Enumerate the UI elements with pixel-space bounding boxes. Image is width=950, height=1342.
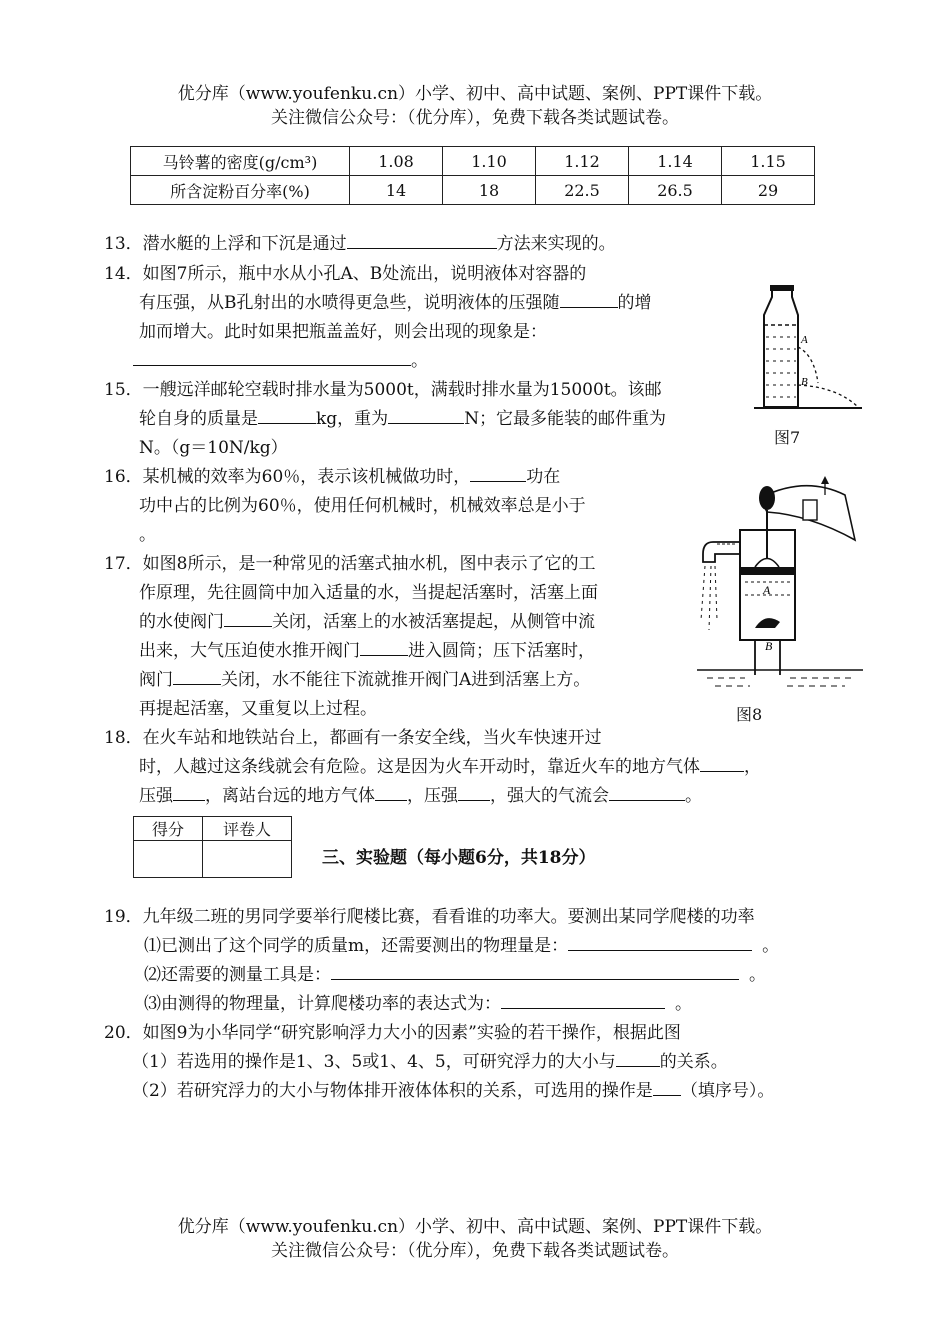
question-number: 16． (104, 467, 143, 487)
question-text: ⑶由测得的物理量，计算爬楼功率的表达式为： (144, 994, 501, 1014)
question-text: 有压强，从B孔射出的水喷得更急些，说明液体的压强随 (139, 293, 560, 313)
answer-blank[interactable] (173, 784, 205, 801)
figure-7-bottle (752, 285, 864, 415)
question-19-sub-3 (144, 989, 692, 1014)
question-text: ⑵还需要的测量工具是： (144, 965, 331, 985)
question-20-sub-2 (132, 1076, 774, 1101)
question-17-line-4 (139, 636, 595, 661)
question-text: ，强大的气流会 (490, 786, 609, 806)
question-number: 14． (104, 264, 143, 284)
question-text: ，压强 (407, 786, 458, 806)
answer-blank[interactable] (568, 934, 752, 951)
svg-text:A: A (801, 334, 808, 346)
valve-b-label: B (765, 639, 773, 653)
question-text: （1）若选用的操作是1、3、5或1、4、5，可研究浮力的大小与 (132, 1052, 616, 1072)
question-14-line-3: 加而增大。此时如果把瓶盖盖好，则会出现的现象是： (139, 322, 547, 342)
question-18-line-3 (139, 781, 702, 806)
question-text: 的水使阀门 (139, 612, 224, 632)
question-20-sub-1 (132, 1047, 728, 1072)
table-cell: 29 (722, 176, 815, 205)
question-text: 压强 (139, 786, 173, 806)
table-cell: 1.12 (536, 147, 629, 176)
question-text: 阀门 (139, 670, 173, 690)
question-17-line-3 (139, 607, 595, 632)
grader-header: 评卷人 (203, 817, 292, 841)
question-15-line-2 (139, 404, 666, 429)
question-number: 17． (104, 554, 143, 574)
question-text: 出来，大气压迫使水推开阀门 (139, 641, 360, 661)
question-15-line-3: N。（g＝10N/kg） (139, 438, 288, 458)
question-17 (104, 549, 595, 574)
question-text: 的关系。 (659, 1052, 728, 1072)
table-cell: 14 (350, 176, 443, 205)
answer-blank[interactable] (258, 407, 316, 424)
question-text: 时，人越过这条线就会有危险。这是因为火车开动时，靠近火车的地方气体 (139, 757, 700, 777)
question-text: 关闭，水不能往下流就推开阀门A进到活塞上方。 (221, 670, 591, 690)
question-18 (104, 723, 602, 748)
density-table (130, 146, 815, 205)
answer-blank[interactable] (133, 349, 411, 366)
table-row (131, 176, 815, 205)
answer-blank[interactable] (609, 784, 685, 801)
answer-blank[interactable] (653, 1079, 681, 1096)
question-17-line-6: 再提起活塞，又重复以上过程。 (139, 699, 377, 719)
question-text: 在火车站和地铁站台上，都画有一条安全线，当火车快速开过 (142, 728, 602, 748)
question-13 (104, 229, 616, 254)
question-text: 潜水艇的上浮和下沉是通过 (142, 234, 347, 254)
header-line-2: 关注微信公众号：（优分库），免费下载各类试题试卷。 (271, 108, 679, 128)
grader-cell[interactable] (203, 841, 292, 878)
answer-blank[interactable] (375, 784, 407, 801)
table-cell: 1.10 (443, 147, 536, 176)
question-text: 一艘远洋邮轮空载时排水量为5000t，满载时排水量为15000t。该邮 (142, 380, 662, 400)
question-14 (104, 259, 586, 284)
question-16 (104, 462, 560, 487)
score-header: 得分 (134, 817, 203, 841)
question-16-line-2: 功中占的比例为60％，使用任何机械时，机械效率总是小于 (139, 496, 586, 516)
question-number: 20． (104, 1023, 143, 1043)
table-cell: 所含淀粉百分率(%) (131, 176, 350, 205)
table-cell: 1.15 (722, 147, 815, 176)
table-cell: 26.5 (629, 176, 722, 205)
question-17-line-5 (139, 665, 590, 690)
footer-line-2: 关注微信公众号：（优分库），免费下载各类试题试卷。 (271, 1241, 679, 1261)
svg-text:B: B (801, 376, 808, 388)
page-header (0, 79, 950, 128)
question-text: 。 (762, 936, 780, 956)
question-text: 某机械的效率为60％，表示该机械做功时， (142, 467, 471, 487)
question-text: 。 (749, 965, 766, 985)
answer-blank[interactable] (360, 639, 408, 656)
table-cell: 18 (443, 176, 536, 205)
answer-blank[interactable] (224, 610, 272, 627)
question-text: 如图7所示，瓶中水从小孔A、B处流出，说明液体对容器的 (142, 264, 587, 284)
question-number: 15． (104, 380, 143, 400)
question-number: 19． (104, 907, 143, 927)
question-text: 如图9为小华同学“研究影响浮力大小的因素”实验的若干操作，根据此图 (142, 1023, 681, 1043)
question-text: 九年级二班的男同学要举行爬楼比赛，看看谁的功率大。要测出某同学爬楼的功率 (142, 907, 755, 927)
page-footer (0, 1212, 950, 1261)
answer-blank[interactable] (347, 232, 497, 249)
table-cell: 马铃薯的密度(g/cm³) (131, 147, 350, 176)
table-cell: 1.14 (629, 147, 722, 176)
question-text: kg，重为 (316, 409, 389, 429)
question-text: ， (744, 757, 761, 777)
section-3-title: 三、实验题（每小题6分，共18分） (322, 848, 596, 868)
figure-7-caption: 图7 (774, 428, 801, 447)
question-text: 轮自身的质量是 (139, 409, 258, 429)
score-box (133, 816, 292, 878)
question-text: （填序号）。 (680, 1081, 775, 1101)
answer-blank[interactable] (458, 784, 490, 801)
question-19 (104, 902, 755, 927)
answer-blank[interactable] (501, 992, 665, 1009)
question-text: 方法来实现的。 (496, 234, 616, 254)
answer-blank[interactable] (616, 1050, 660, 1067)
answer-blank[interactable] (331, 963, 739, 980)
question-20 (104, 1018, 681, 1043)
table-cell: 22.5 (536, 176, 629, 205)
question-text: 的增 (617, 293, 652, 313)
question-text: 进入圆筒；压下活塞时， (408, 641, 595, 661)
question-15 (104, 375, 662, 400)
question-text: 功在 (526, 467, 561, 487)
question-14-line-2 (139, 288, 652, 313)
question-text: 。 (675, 994, 692, 1014)
figure-8-pump (695, 470, 865, 695)
question-text: N；它最多能装的邮件重为 (464, 409, 667, 429)
question-19-sub-1 (144, 931, 779, 956)
question-text: ，离站台远的地方气体 (205, 786, 375, 806)
question-16-line-3: 。 (139, 525, 156, 545)
question-number: 18． (104, 728, 143, 748)
table-row (131, 147, 815, 176)
score-cell[interactable] (134, 841, 203, 878)
table-cell: 1.08 (350, 147, 443, 176)
question-14-line-4 (133, 346, 428, 371)
question-text: 如图8所示，是一种常见的活塞式抽水机，图中表示了它的工 (142, 554, 596, 574)
question-text: （2）若研究浮力的大小与物体排开液体体积的关系，可选用的操作是 (132, 1081, 653, 1101)
question-text: 。 (411, 351, 428, 371)
question-text: ⑴已测出了这个同学的质量m，还需要测出的物理量是： (144, 936, 569, 956)
answer-blank[interactable] (700, 755, 744, 772)
footer-line-1: 优分库（www.youfenku.cn）小学、初中、高中试题、案例、PPT课件下载。 (177, 1217, 773, 1237)
question-18-line-2 (139, 752, 761, 777)
answer-blank[interactable] (388, 407, 464, 424)
question-text: 。 (685, 786, 702, 806)
answer-blank[interactable] (173, 668, 221, 685)
question-number: 13． (104, 234, 143, 254)
answer-blank[interactable] (470, 465, 526, 482)
header-line-1: 优分库（www.youfenku.cn）小学、初中、高中试题、案例、PPT课件下载。 (177, 84, 773, 104)
question-text: 关闭，活塞上的水被活塞提起，从侧管中流 (272, 612, 595, 632)
figure-8-caption: 图8 (736, 705, 763, 724)
valve-a-label: A (763, 583, 771, 597)
question-19-sub-2 (144, 960, 766, 985)
question-17-line-2: 作原理，先往圆筒中加入适量的水，当提起活塞时，活塞上面 (139, 583, 598, 603)
answer-blank[interactable] (560, 291, 618, 308)
